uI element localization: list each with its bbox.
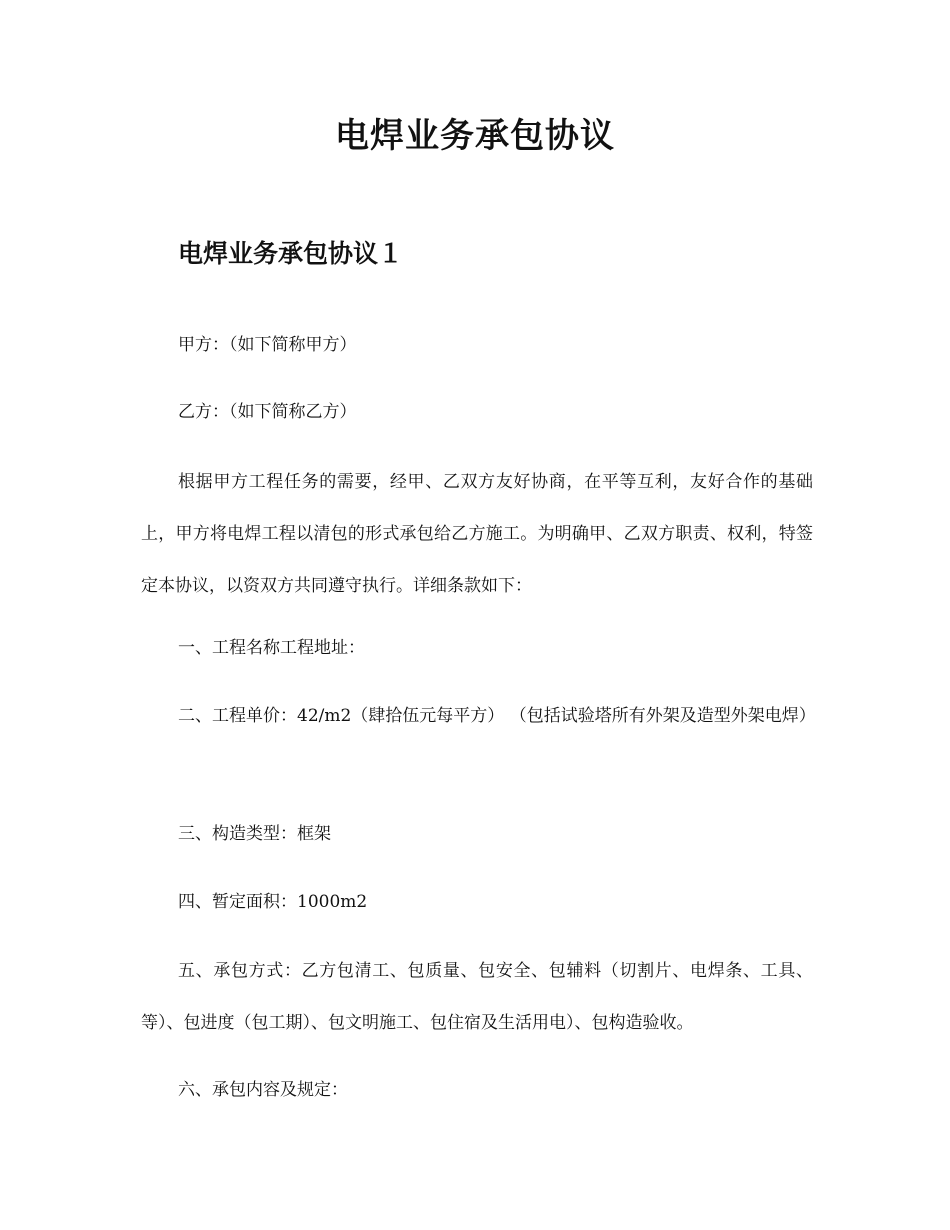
clause-3-structure-type: 三、构造类型：框架: [178, 824, 331, 844]
clause-5-contract-method: 五、承包方式：乙方包清工、包质量、包安全、包辅料（切割片、电焊条、工具、等）、包进度（包工期）、包文明施工、包住宿及生活用电）、包构造验收。: [141, 961, 813, 1033]
clause-2-unit-price: 二、工程单价：42/m2（肆拾伍元每平方） （包括试验塔所有外架及造型外架电焊）: [178, 706, 816, 726]
party-b-line: 乙方：（如下简称乙方）: [178, 402, 357, 422]
party-a-line: 甲方：（如下简称甲方）: [178, 335, 357, 355]
clause-1-project-name: 一、工程名称工程地址：: [178, 638, 365, 658]
document-title: 电焊业务承包协议: [335, 116, 615, 156]
section-title: 电焊业务承包协议１: [178, 239, 404, 268]
preamble-paragraph: 根据甲方工程任务的需要，经甲、乙双方友好协商，在平等互利，友好合作的基础上，甲方将电焊工程以清包的形式承包给乙方施工。为明确甲、乙双方职责、权利，特签定本协议，以资双方共同遵守执行。详细条款如下：: [141, 472, 813, 596]
clause-6-contract-content: 六、承包内容及规定：: [178, 1080, 348, 1100]
clause-4-area: 四、暂定面积：1000m2: [178, 892, 368, 912]
